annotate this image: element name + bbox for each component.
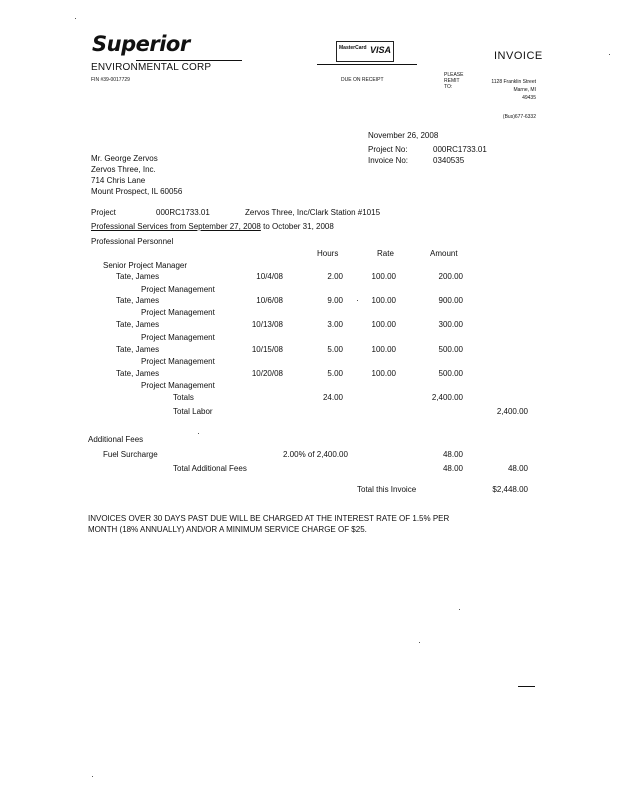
project-number: 000RC1733.01 <box>156 208 210 217</box>
services-period <box>91 222 334 231</box>
invoice-title: INVOICE <box>494 50 543 62</box>
labor-entry-rate: 100.00 <box>371 369 396 378</box>
bill-to-line: Mr. George Zervos <box>91 154 158 163</box>
header-rule <box>317 64 417 65</box>
invoice-no-value: 0340535 <box>433 156 465 165</box>
labor-entry-amount: 500.00 <box>438 345 463 354</box>
company-logo: Superior <box>92 32 190 56</box>
scan-speck <box>609 54 610 55</box>
remit-address-line-2: Marne, MI <box>513 87 536 93</box>
total-additional-amount: 48.00 <box>442 464 463 473</box>
labor-totals-amount: 2,400.00 <box>431 393 463 402</box>
total-additional-amount-col: 48.00 <box>507 464 528 473</box>
invoice-date: November 26, 2008 <box>368 131 439 140</box>
labor-entry-amount: 300.00 <box>438 320 463 329</box>
total-labor-label: Total Labor <box>173 407 213 416</box>
labor-entry-date: 10/4/08 <box>256 272 283 281</box>
labor-role: Senior Project Manager <box>103 261 188 270</box>
labor-entry-date: 10/15/08 <box>251 345 283 354</box>
fuel-surcharge-calc: 2.00% of 2,400.00 <box>283 450 348 459</box>
labor-entry-rate: 100.00 <box>371 345 396 354</box>
scan-speck <box>459 609 460 610</box>
late-fee-notice-line-1: INVOICES OVER 30 DAYS PAST DUE WILL BE CHARGED AT THE INTEREST RATE OF 1.5% PER <box>88 514 450 523</box>
labor-entry-amount: 200.00 <box>438 272 463 281</box>
labor-entry-hours: 3.00 <box>327 320 343 329</box>
labor-entry-name: Tate, James <box>116 320 160 329</box>
additional-fees-title: Additional Fees <box>88 435 144 444</box>
labor-entry-amount: 900.00 <box>438 296 463 305</box>
late-fee-notice-line-2: MONTH (18% ANNUALLY) AND/OR A MINIMUM SERVICE CHARGE OF $25. <box>88 525 367 534</box>
scan-speck <box>419 642 420 643</box>
labor-entry-name: Tate, James <box>116 345 160 354</box>
card-logos-icon <box>336 41 394 62</box>
scan-speck <box>75 18 76 19</box>
scan-speck <box>198 433 199 434</box>
labor-entry-date: 10/13/08 <box>251 320 283 329</box>
labor-entry-rate: 100.00 <box>371 320 396 329</box>
col-rate-header: Rate <box>377 249 394 258</box>
labor-entry-hours: 9.00 <box>327 296 343 305</box>
total-labor-amount: 2,400.00 <box>496 407 528 416</box>
fuel-surcharge-label: Fuel Surcharge <box>103 450 158 459</box>
remit-address-line-3: 49435 <box>522 95 536 101</box>
mastercard-logo: MasterCard <box>339 45 367 51</box>
services-to: to October 31, 2008 <box>260 222 334 231</box>
bill-to-line: Zervos Three, Inc. <box>91 165 156 174</box>
labor-entry-rate: 100.00 <box>371 272 396 281</box>
labor-entry-desc: Project Management <box>141 357 215 366</box>
fuel-surcharge-amount: 48.00 <box>442 450 463 459</box>
project-no-value: 000RC1733.01 <box>433 145 487 154</box>
labor-entry-desc: Project Management <box>141 381 215 390</box>
visa-logo: VISA <box>370 45 392 55</box>
bill-to-line: Mount Prospect, IL 60056 <box>91 187 183 196</box>
labor-entry-name: Tate, James <box>116 369 160 378</box>
scan-speck <box>92 776 93 777</box>
labor-totals-label: Totals <box>173 393 194 402</box>
labor-entry-name: Tate, James <box>116 272 160 281</box>
company-fein: FIN #39-0017729 <box>91 77 130 83</box>
labor-entry-hours: 2.00 <box>327 272 343 281</box>
company-name: ENVIRONMENTAL CORP <box>91 62 212 73</box>
labor-entry-desc: Project Management <box>141 285 215 294</box>
invoice-no-label: Invoice No: <box>368 156 409 165</box>
please-remit-label: PLEASE REMIT TO: <box>444 72 464 90</box>
labor-entry-date: 10/6/08 <box>256 296 283 305</box>
labor-entry-desc: Project Management <box>141 333 215 342</box>
logo-underline <box>136 60 242 61</box>
company-phone: (Bus)677-6332 <box>502 114 536 120</box>
col-hours-header: Hours <box>317 249 339 258</box>
project-label: Project <box>91 208 116 217</box>
invoice-total-label: Total this Invoice <box>357 485 417 494</box>
labor-entry-desc: Project Management <box>141 308 215 317</box>
remit-address-line-1: 1128 Franklin Street <box>491 79 536 85</box>
labor-entry-date: 10/20/08 <box>251 369 283 378</box>
col-amount-header: Amount <box>430 249 458 258</box>
labor-totals-hours: 24.00 <box>322 393 343 402</box>
project-name: Zervos Three, Inc/Clark Station #1015 <box>245 208 381 217</box>
services-heading: Professional Services from September 27, 2008 <box>91 222 261 231</box>
labor-entry-name: Tate, James <box>116 296 160 305</box>
project-no-label: Project No: <box>368 145 408 154</box>
invoice-total-amount: $2,448.00 <box>492 485 528 494</box>
due-on-receipt: DUE ON RECEIPT <box>341 77 384 83</box>
margin-mark <box>518 686 535 687</box>
scan-speck <box>357 300 358 301</box>
labor-entry-rate: 100.00 <box>371 296 396 305</box>
total-additional-label: Total Additional Fees <box>173 464 247 473</box>
labor-section-title: Professional Personnel <box>91 237 174 246</box>
bill-to-line: 714 Chris Lane <box>91 176 146 185</box>
labor-entry-hours: 5.00 <box>327 369 343 378</box>
labor-entry-hours: 5.00 <box>327 345 343 354</box>
labor-entry-amount: 500.00 <box>438 369 463 378</box>
